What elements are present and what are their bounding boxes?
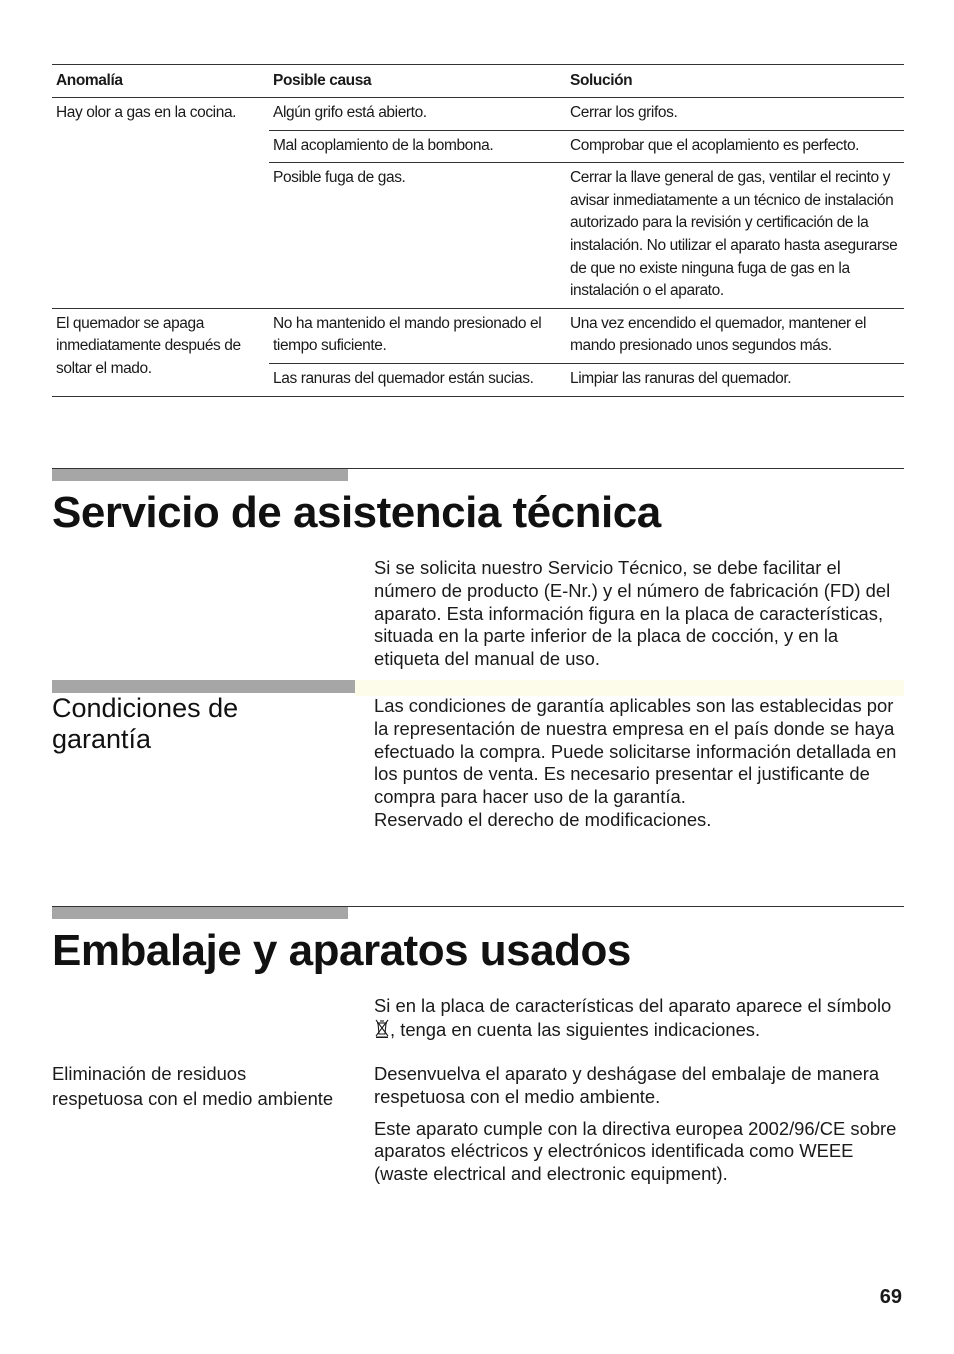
disposal-intro (374, 995, 902, 1044)
table-cell-anomaly: Hay olor a gas en la cocina. (56, 104, 237, 121)
table-cell-solution: Cerrar la llave general de gas, ventilar el recinto y avisar inmediatamente a un técnico de instalación autorizado para la revisión y certificación de la instalación. No utilizar el aparato hasta asegurarse de que no existe ninguna fuga de gas en la instalación o el aparato. (570, 169, 898, 300)
service-paragraph: Si se solicita nuestro Servicio Técnico, se debe facilitar el número de producto (E-Nr.) y el número de fabricación (FD) del aparato. Esta información figura en la placa de características, situada en la parte inferior de la placa de cocción, y en la etiqueta del manual de uso. (374, 557, 891, 670)
disposal-heading: Embalaje y aparatos usados (52, 926, 631, 975)
table-row (269, 98, 904, 131)
disposal-side-label: Eliminación de residuos respetuosa con el medio ambiente (52, 1063, 334, 1109)
table-row (269, 131, 904, 164)
table-cell-cause: Posible fuga de gas. (273, 169, 406, 187)
weee-bin-icon (374, 1018, 390, 1044)
service-heading: Servicio de asistencia técnica (52, 488, 661, 537)
section-rule-disposal (52, 906, 904, 920)
disposal-text (374, 1063, 902, 1186)
table-cell-solution: Cerrar los grifos. (570, 104, 678, 121)
table-cell-cause: No ha mantenido el mando presionado el tiempo suficiente. (273, 314, 542, 355)
section-rule-service (52, 468, 904, 482)
table-row (269, 364, 904, 396)
disposal-intro-before: Si en la placa de características del aparato aparece el símbolo (374, 995, 892, 1016)
table-header-anomaly: Anomalía (56, 72, 123, 89)
table-header-solution: Solución (570, 72, 633, 89)
warranty-paragraph: Las condiciones de garantía aplicables son las establecidas por la representación de nuestra empresa en el país donde se haya efectuado la compra. Puede solicitarse información detallada en los puntos de venta. Es necesario presentar el justificante de compra para hacer uso de la garantía. (374, 695, 897, 808)
table-cell-solution: Una vez encendido el quemador, mantener el mando presionado unos segundos más. (570, 314, 866, 355)
table-row (269, 309, 904, 364)
warranty-text (374, 695, 902, 832)
warranty-note: Reservado el derecho de modificaciones. (374, 808, 712, 830)
table-cell-solution: Limpiar las ranuras del quemador. (570, 369, 792, 387)
warranty-heading: Condiciones de garantía (52, 693, 239, 754)
table-cell-cause: Las ranuras del quemador están sucias. (273, 369, 534, 387)
warranty-tint (355, 680, 904, 696)
service-text (374, 557, 902, 671)
table-cell-cause: Algún grifo está abierto. (273, 104, 427, 121)
disposal-paragraph-1: Desenvuelva el aparato y deshágase del embalaje de manera respetuosa con el medio ambiente. (374, 1063, 880, 1107)
warranty-rule (52, 680, 355, 693)
disposal-intro-after: , tenga en cuenta las siguientes indicaciones. (390, 1018, 761, 1040)
table-row (269, 163, 904, 308)
table-cell-anomaly: El quemador se apaga inmediatamente después de soltar el mado. (56, 314, 241, 377)
table-header-cause: Posible causa (273, 72, 372, 89)
table-cell-solution: Comprobar que el acoplamiento es perfecto. (570, 136, 860, 154)
table-group-gas-smell (52, 98, 904, 309)
table-header-row (52, 64, 904, 98)
troubleshooting-table (52, 64, 904, 397)
table-group-burner-off (52, 309, 904, 397)
table-cell-cause: Mal acoplamiento de la bombona. (273, 136, 494, 154)
disposal-paragraph-2: Este aparato cumple con la directiva europea 2002/96/CE sobre aparatos eléctricos y electrónicos identificada como WEEE (waste electrical and electronic equipment). (374, 1117, 897, 1185)
page-number: 69 (879, 1286, 902, 1308)
